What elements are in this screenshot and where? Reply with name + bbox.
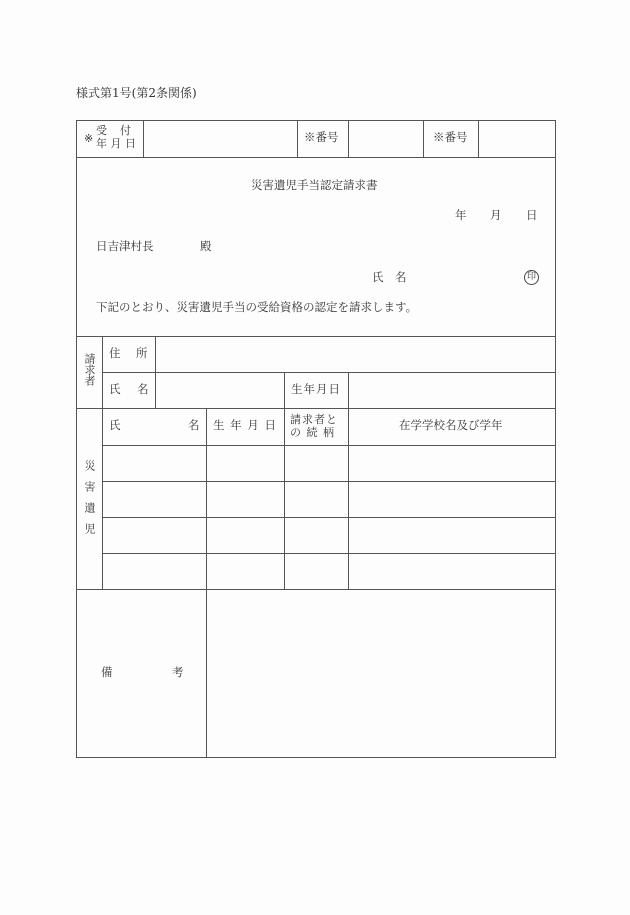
remarks-label-right: 考 <box>172 665 184 679</box>
address-label: 住 所 <box>109 346 150 360</box>
child-school-field[interactable] <box>349 482 554 516</box>
requester-address-field[interactable] <box>156 337 554 371</box>
child-school-field[interactable] <box>349 446 554 480</box>
border-line <box>555 120 556 758</box>
border-line <box>297 120 298 157</box>
requester-name-field[interactable] <box>156 373 283 407</box>
honorific: 殿 <box>200 239 212 253</box>
receipt-mark: ※ <box>84 132 94 145</box>
seal-icon: 印 <box>524 270 539 285</box>
applicant-name-field[interactable] <box>415 266 515 286</box>
date-year-label: 年 <box>455 208 467 222</box>
child-school-field[interactable] <box>349 518 554 552</box>
child-name-header-left: 氏 <box>109 418 121 432</box>
requester-birthdate-field[interactable] <box>349 373 554 407</box>
child-relation-field[interactable] <box>285 518 347 552</box>
border-line <box>76 157 556 158</box>
child-name-header-right: 名 <box>188 418 200 432</box>
applicant-name-label: 氏 名 <box>372 270 407 284</box>
date-month-label: 月 <box>490 208 502 222</box>
child-name-field[interactable] <box>103 482 205 516</box>
number-label-1: ※番号 <box>304 130 339 144</box>
child-school-header: 在学学校名及び学年 <box>399 418 503 432</box>
border-line <box>423 120 424 157</box>
number-field-1[interactable] <box>349 121 422 156</box>
requester-name-label-right: 名 <box>137 382 149 396</box>
border-line <box>76 757 556 758</box>
receipt-label-bottom: 年 月 日 <box>96 137 136 150</box>
requester-birthdate-label: 生年月日 <box>291 382 341 396</box>
requester-section-label: 請求者 <box>83 353 96 386</box>
requester-name-label-left: 氏 <box>109 382 121 396</box>
child-birthdate-header: 生 年 月 日 <box>213 418 277 432</box>
child-relation-header-1: 請求者と <box>290 413 338 426</box>
remarks-label-left: 備 <box>101 665 113 679</box>
addressee: 日吉津村長 <box>96 239 154 253</box>
border-line <box>76 120 77 758</box>
children-section-label: 災害遺児 <box>83 460 96 544</box>
receipt-label-top: 受 付 <box>96 124 132 137</box>
child-relation-field[interactable] <box>285 446 347 480</box>
form-number-label: 様式第1号(第2条関係) <box>76 86 197 100</box>
date-day-label: 日 <box>526 208 538 222</box>
border-line <box>76 408 556 409</box>
child-name-field[interactable] <box>103 518 205 552</box>
child-birthdate-field[interactable] <box>207 482 283 516</box>
child-birthdate-field[interactable] <box>207 446 283 480</box>
child-school-field[interactable] <box>349 554 554 588</box>
child-relation-field[interactable] <box>285 482 347 516</box>
child-relation-field[interactable] <box>285 554 347 588</box>
number-field-2[interactable] <box>479 121 554 156</box>
child-relation-header-2: の 続 柄 <box>290 426 335 439</box>
document-title: 災害遺児手当認定請求書 <box>251 178 378 192</box>
number-label-2: ※番号 <box>433 130 468 144</box>
child-name-field[interactable] <box>103 554 205 588</box>
child-name-field[interactable] <box>103 446 205 480</box>
child-birthdate-field[interactable] <box>207 554 283 588</box>
remarks-field[interactable] <box>207 590 554 756</box>
request-statement: 下記のとおり、災害遺児手当の受給資格の認定を請求します。 <box>96 300 418 314</box>
child-birthdate-field[interactable] <box>207 518 283 552</box>
receipt-date-field[interactable] <box>144 121 296 156</box>
